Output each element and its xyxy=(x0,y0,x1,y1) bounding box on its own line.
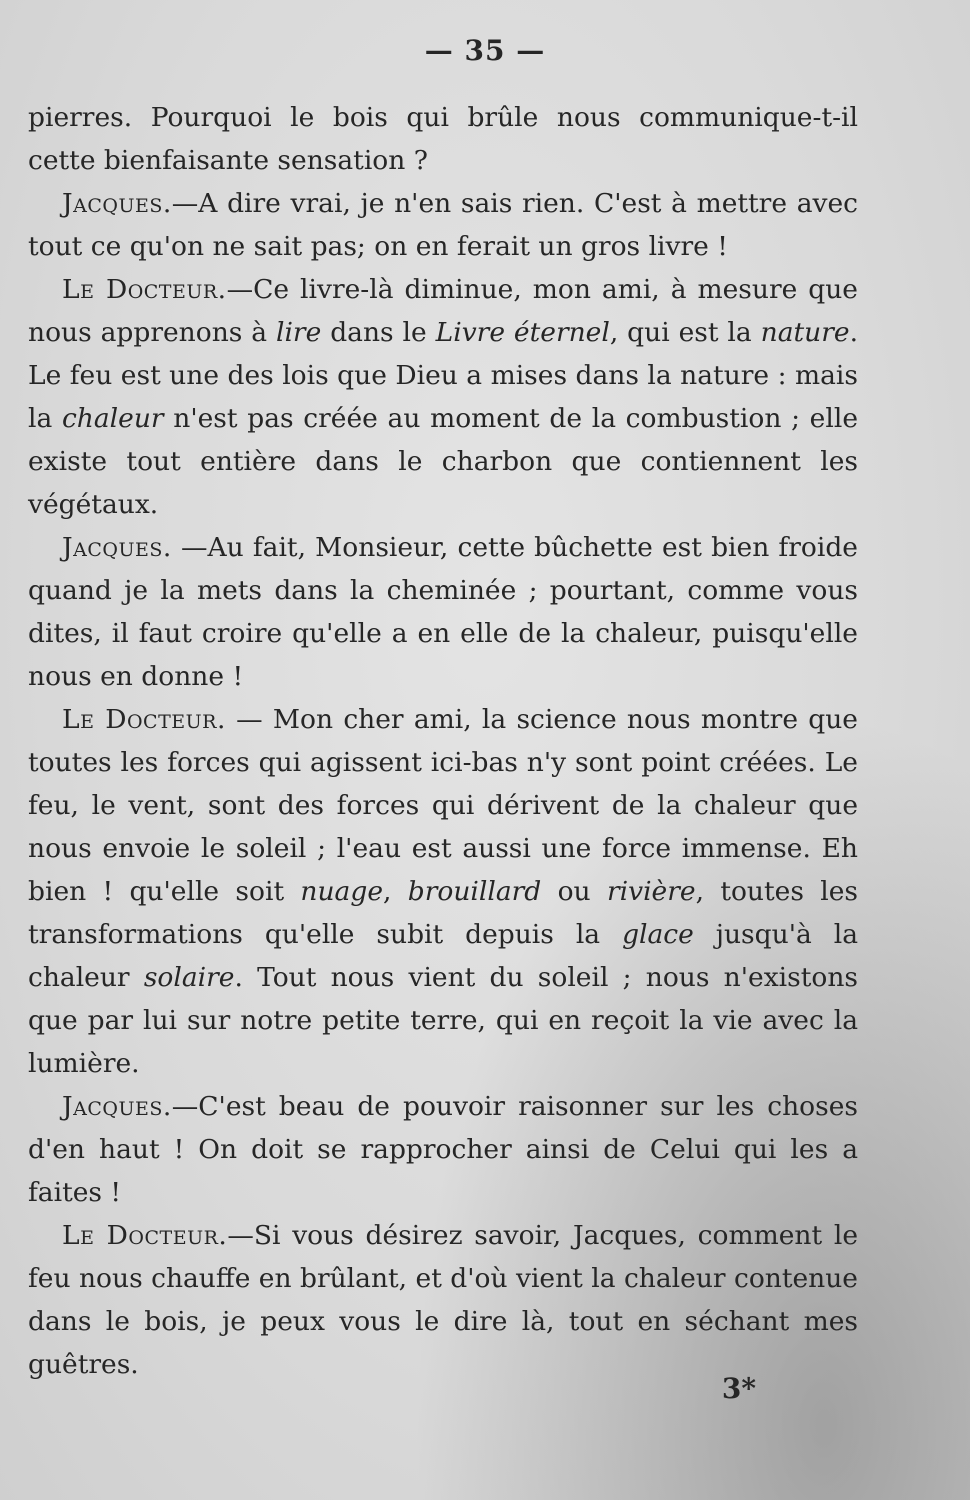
paragraph-text: dans le xyxy=(321,317,436,348)
emphasis-text: Livre éternel xyxy=(435,317,610,348)
page-number: — 35 — xyxy=(424,34,546,67)
emphasis-text: chaleur xyxy=(61,403,164,434)
paragraph-6 xyxy=(28,1085,858,1214)
paragraph-text: , toutes les transformations qu'elle subit depuis la xyxy=(28,876,858,950)
emphasis-text: lire xyxy=(275,317,322,348)
emphasis-text: nuage xyxy=(300,876,384,907)
paragraph-text: — Mon cher ami, la science nous montre que toutes les forces qui agissent ici-bas n'y sont point créées. Le feu, le vent, sont des forces qui dérivent de la chaleur que nous envoie le soleil ; l'eau est aussi une force immense. Eh bien ! qu'elle soit xyxy=(28,704,858,907)
paragraph-text: . Le feu est une des lois que Dieu a mises dans la nature : mais la xyxy=(28,317,858,434)
emphasis-text: solaire xyxy=(143,962,235,993)
paragraph-text: —C'est beau de pouvoir raisonner sur les choses d'en haut ! On doit se rapprocher ainsi de Celui qui les a faites ! xyxy=(28,1091,858,1208)
paragraph-1 xyxy=(28,96,858,182)
paragraph-text: , qui est la xyxy=(609,317,761,348)
signature-mark: 3* xyxy=(721,1372,756,1405)
paragraph-text: —Ce livre-là diminue, mon ami, à mesure que nous apprenons à xyxy=(28,274,858,348)
paragraph-text: . Tout nous vient du soleil ; nous n'existons que par lui sur notre petite terre, qui en reçoit la vie avec la lumière. xyxy=(28,962,858,1079)
page-text xyxy=(28,96,858,1386)
speaker-name: Le Docteur. xyxy=(62,274,227,305)
emphasis-text: glace xyxy=(622,919,694,950)
paragraph-text: , xyxy=(383,876,408,907)
paragraph-text: jusqu'à la chaleur xyxy=(28,919,859,993)
paragraph-text: —A dire vrai, je n'en sais rien. C'est à mettre avec tout ce qu'on ne sait pas; on en ferait un gros livre ! xyxy=(28,188,858,262)
speaker-name: Jacques. xyxy=(62,188,172,219)
speaker-name: Jacques. xyxy=(62,532,172,563)
speaker-name: Le Docteur. xyxy=(62,1220,228,1251)
emphasis-text: nature xyxy=(760,317,850,348)
paragraph-4 xyxy=(28,526,858,698)
paragraph-3 xyxy=(28,268,858,526)
paragraph-5 xyxy=(28,698,858,1085)
speaker-name: Le Docteur. xyxy=(62,704,226,735)
paragraph-2 xyxy=(28,182,858,268)
emphasis-text: rivière xyxy=(606,876,696,907)
paragraph-text: n'est pas créée au moment de la combustion ; elle existe tout entière dans le charbon que contiennent les végétaux. xyxy=(28,403,858,520)
paragraph-7 xyxy=(28,1214,858,1386)
speaker-name: Jacques. xyxy=(62,1091,172,1122)
paragraph-text: —Au fait, Monsieur, cette bûchette est bien froide quand je la mets dans la cheminée ; pourtant, comme vous dites, il faut croire qu'elle a en elle de la chaleur, puisqu'elle nous en donne ! xyxy=(28,532,858,692)
paragraph-text: pierres. Pourquoi le bois qui brûle nous communique-t-il cette bienfaisante sensation ? xyxy=(28,102,858,176)
paragraph-text: ou xyxy=(541,876,607,907)
paragraph-text: —Si vous désirez savoir, Jacques, comment le feu nous chauffe en brûlant, et d'où vient la chaleur contenue dans le bois, je peux vous le dire là, tout en séchant mes guêtres. xyxy=(28,1220,858,1380)
emphasis-text: brouillard xyxy=(407,876,542,907)
